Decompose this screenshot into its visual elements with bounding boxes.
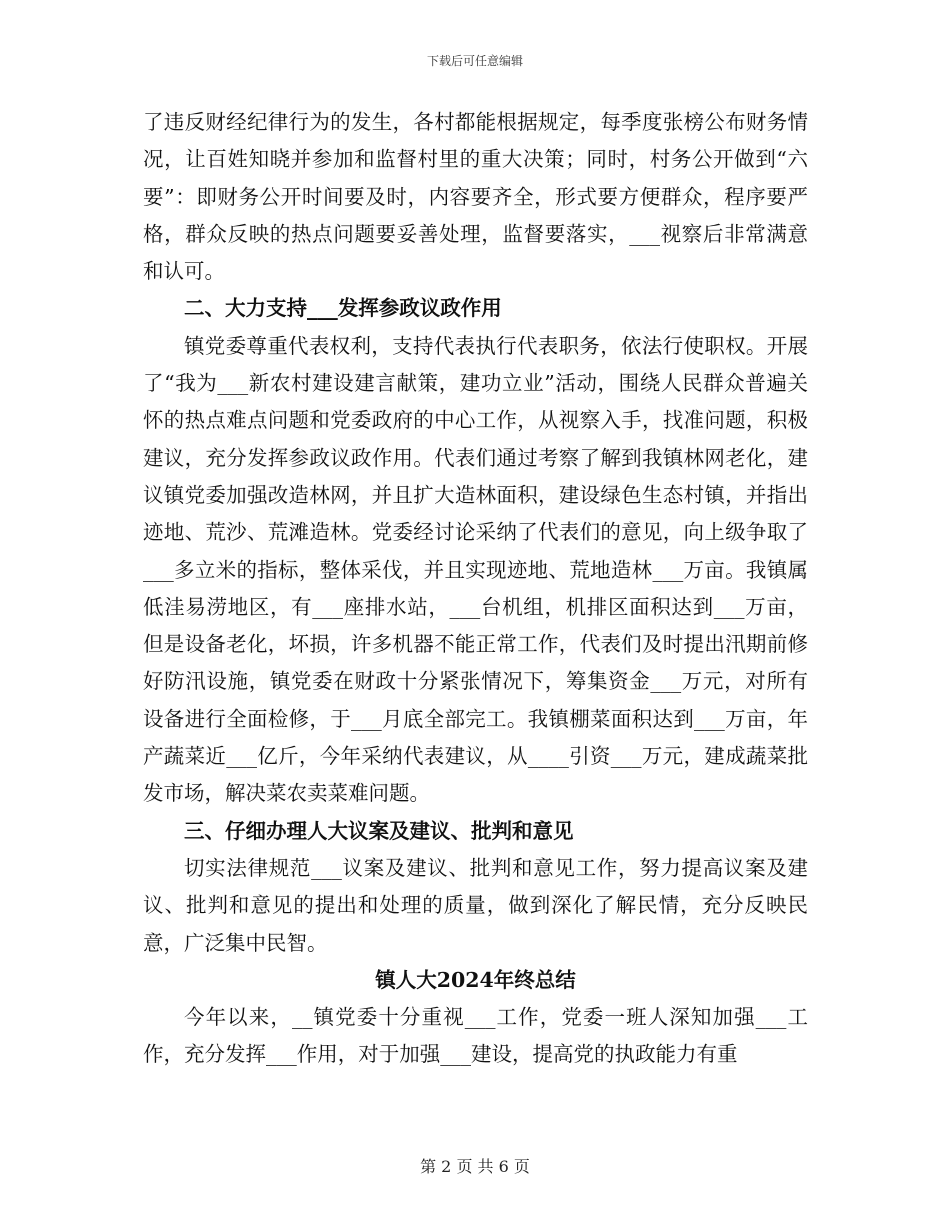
body-paragraph: 镇党委尊重代表权利，支持代表执行代表职务，依法行使职权。开展了“我为___新农村建设建言献策，建功立业”活动，围绕人民群众普遍关怀的热点难点问题和党委政府的中心工作，从视察入手，找准问题，积极建议，充分发挥参政议政作用。代表们通过考察了解到我镇林网老化，建议镇党委加强改造林网，并且扩大造林面积，建设绿色生态村镇，并指出迹地、荒沙、荒滩造林。党委经讨论采纳了代表们的意见，向上级争取了___多立米的指标，整体采伐，并且实现迹地、荒地造林___万亩。我镇属低洼易涝地区，有___座排水站，___台机组，机排区面积达到___万亩，但是设备老化，坏损，许多机器不能正常工作，代表们及时提出汛期前修好防汛设施，镇党委在财政十分紧张情况下，筹集资金___万元，对所有设备进行全面检修，于___月底全部完工。我镇棚菜面积达到___万亩，年产蔬菜近___亿斤，今年采纳代表建议，从____引资___万元，建成蔬菜批发市场，解决菜农卖菜难问题。: [143, 333, 808, 806]
page-number: 第 2 页 共 6 页: [420, 1157, 530, 1176]
section-heading: 三、仔细办理人大议案及建议、批判和意见: [184, 818, 574, 843]
body-paragraph: 了违反财经纪律行为的发生，各村都能根据规定，每季度张榜公布财务情况，让百姓知晓并参加和监督村里的重大决策；同时，村务公开做到“六要”：即财务公开时间要及时，内容要齐全，形式要方便群众，程序要严格，群众反映的热点问题要妥善处理，监督要落实，___视察后非常满意和认可。: [143, 110, 808, 284]
section-heading: 二、大力支持___发挥参政议政作用: [184, 296, 502, 321]
body-paragraph: 切实法律规范___议案及建议、批判和意见工作，努力提高议案及建议、批判和意见的提出和处理的质量，做到深化了解民情，充分反映民意，广泛集中民智。: [143, 855, 808, 955]
document-title: 镇人大2024年终总结: [375, 967, 576, 992]
body-paragraph: 今年以来，__镇党委十分重视___工作，党委一班人深知加强___工作，充分发挥___作用，对于加强___建设，提高党的执政能力有重: [143, 1005, 808, 1067]
page-header: 下载后可任意编辑: [426, 54, 523, 68]
document-body: [143, 104, 808, 1074]
